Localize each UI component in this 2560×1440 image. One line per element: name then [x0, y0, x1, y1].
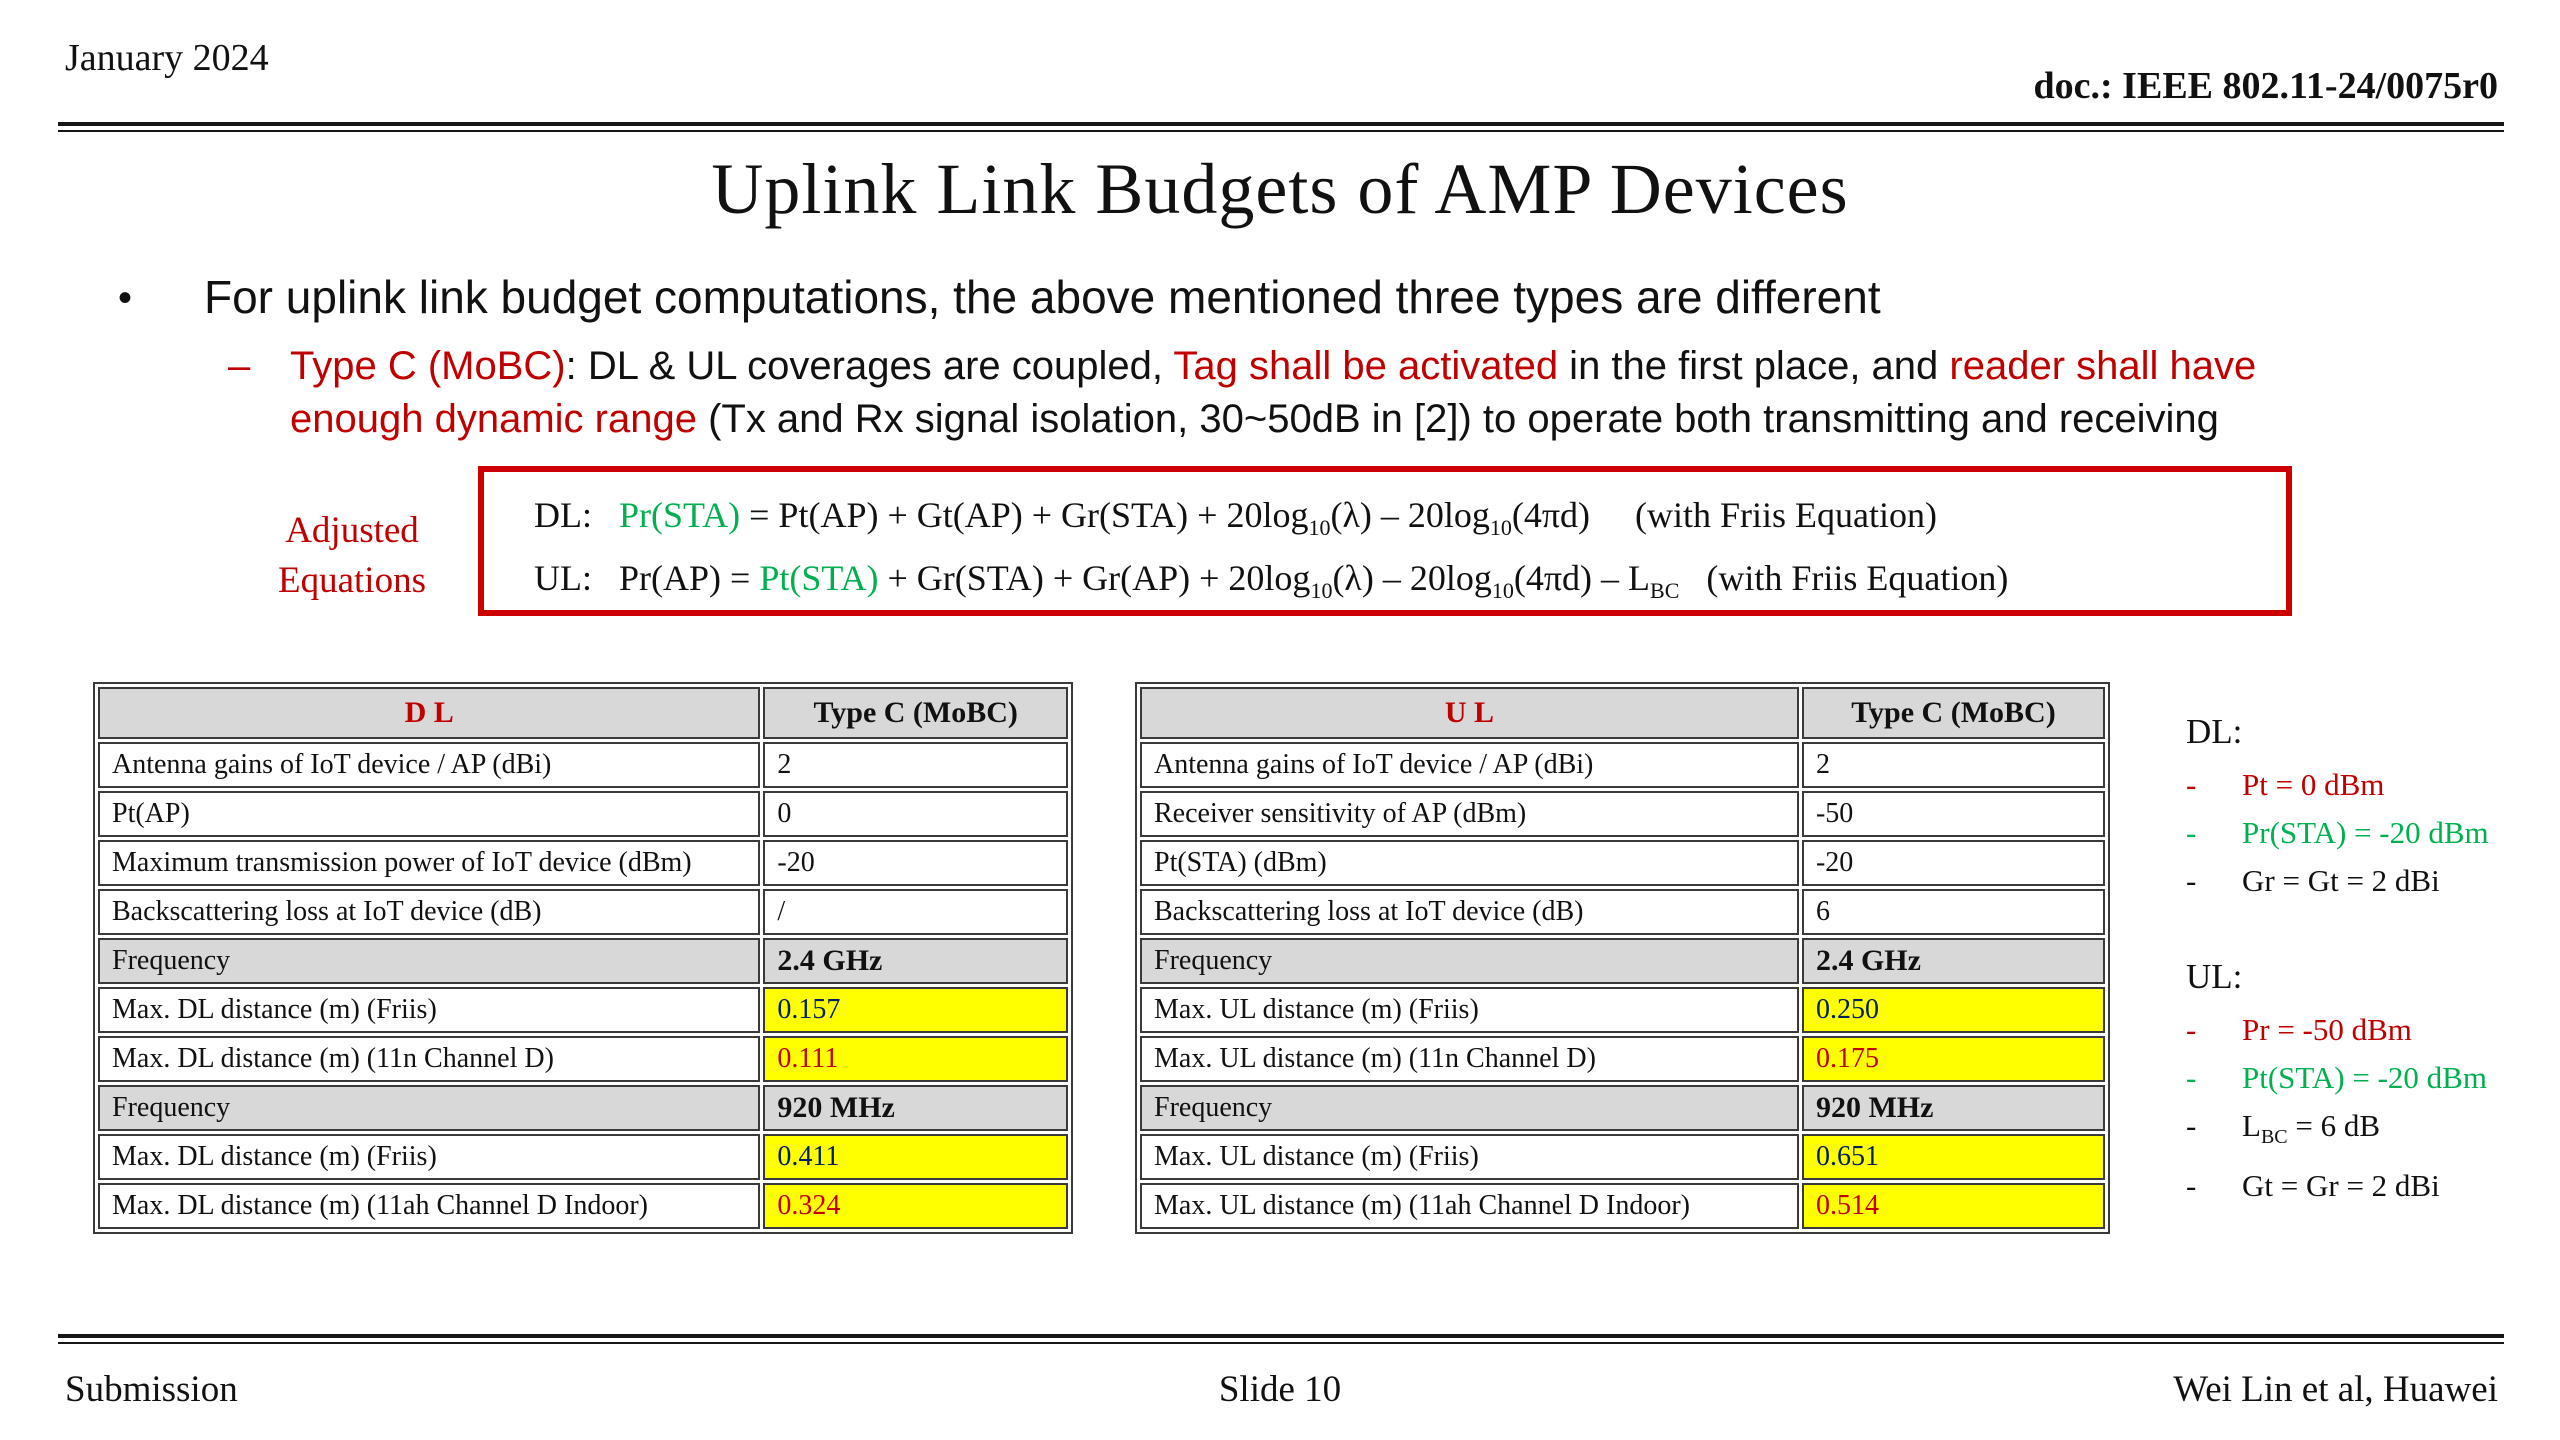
- column-header: U L: [1140, 687, 1799, 739]
- table-row: [1140, 742, 2105, 788]
- row-value: 0.111: [763, 1036, 1068, 1082]
- notes-dl-heading: DL:: [2186, 712, 2243, 751]
- text-segment: Pt(STA) = -20 dBm: [2242, 1060, 2487, 1095]
- text-segment: Tag shall be activated: [1173, 344, 1559, 388]
- header-rule: [58, 122, 2504, 132]
- row-label: Backscattering loss at IoT device (dB): [98, 889, 760, 935]
- table-row: [1140, 938, 2105, 984]
- text-segment: (Tx and Rx signal isolation, 30~50dB in [2]) to operate both transmitting and receiving: [696, 397, 2219, 441]
- table-row: [1140, 987, 2105, 1033]
- text-segment: Type C (MoBC): [290, 344, 566, 388]
- row-value: 0.157: [763, 987, 1068, 1033]
- row-label: Receiver sensitivity of AP (dBm): [1140, 791, 1799, 837]
- text-segment: DL:: [534, 495, 619, 535]
- text-segment: = 6 dB: [2287, 1108, 2381, 1143]
- table-row: [98, 791, 1068, 837]
- equation-dl: [534, 484, 2278, 547]
- header-date: January 2024: [65, 37, 269, 79]
- row-value: 6: [1802, 889, 2105, 935]
- row-value: 2: [1802, 742, 2105, 788]
- text-segment: enough dynamic range: [290, 397, 697, 441]
- row-label: Max. UL distance (m) (11ah Channel D Indoor): [1140, 1183, 1799, 1229]
- note-item: [2186, 814, 2558, 851]
- column-header: Type C (MoBC): [1802, 687, 2105, 739]
- text-segment: Pt = 0 dBm: [2242, 767, 2385, 802]
- bullet-main: [118, 270, 1881, 324]
- text-segment: 10: [1308, 515, 1331, 541]
- text-segment: (with Friis Equation): [1679, 558, 2009, 598]
- row-label: Max. DL distance (m) (Friis): [98, 987, 760, 1033]
- bullet-sub-text: [290, 340, 2460, 446]
- column-header: D L: [98, 687, 760, 739]
- dash-icon: -: [2186, 1060, 2197, 1095]
- bullet-sub: [228, 340, 2460, 446]
- footer-rule: [58, 1334, 2504, 1344]
- row-label: Frequency: [98, 938, 760, 984]
- column-header: Type C (MoBC): [763, 687, 1068, 739]
- table-header-row: [1140, 687, 2105, 739]
- row-label: Max. DL distance (m) (Friis): [98, 1134, 760, 1180]
- dash-icon: -: [2186, 767, 2197, 802]
- table-row: [98, 938, 1068, 984]
- row-value: 0.175: [1802, 1036, 2105, 1082]
- row-label: Antenna gains of IoT device / AP (dBi): [1140, 742, 1799, 788]
- row-label: Pt(AP): [98, 791, 760, 837]
- table-row: [98, 1036, 1068, 1082]
- note-item: [2186, 1107, 2558, 1156]
- text-segment: 10: [1310, 578, 1333, 604]
- table-row: [98, 889, 1068, 935]
- note-text: [2242, 1107, 2380, 1156]
- dash-icon: –: [228, 344, 251, 388]
- text-segment: = Pt(AP) + Gt(AP) + Gr(STA) + 20log: [740, 495, 1309, 535]
- row-value: 2.4 GHz: [1802, 938, 2105, 984]
- ul-table: [1135, 682, 2110, 1234]
- row-label: Frequency: [1140, 938, 1799, 984]
- text-segment: Pr(STA): [619, 495, 741, 535]
- dash-icon: -: [2186, 1108, 2197, 1143]
- row-value: 0.411: [763, 1134, 1068, 1180]
- table-row: [1140, 1183, 2105, 1229]
- text-segment: (4πd) (with Friis Equation): [1511, 495, 1938, 535]
- text-segment: Gr = Gt = 2 dBi: [2242, 863, 2440, 898]
- notes-ul-heading: UL:: [2186, 957, 2243, 996]
- row-value: 0.324: [763, 1183, 1068, 1229]
- row-value: 0.514: [1802, 1183, 2105, 1229]
- text-segment: (λ) – 20log: [1330, 495, 1490, 535]
- row-value: 920 MHz: [1802, 1085, 2105, 1131]
- row-value: 0: [763, 791, 1068, 837]
- equation-ul: [534, 547, 2278, 610]
- row-label: Max. UL distance (m) (Friis): [1140, 987, 1799, 1033]
- text-segment: 10: [1491, 578, 1514, 604]
- text-segment: Pr = -50 dBm: [2242, 1012, 2412, 1047]
- table-row: [98, 1183, 1068, 1229]
- row-label: Antenna gains of IoT device / AP (dBi): [98, 742, 760, 788]
- equations-box: [478, 466, 2292, 616]
- footer-slide-number: Slide 10: [1218, 1369, 1342, 1410]
- text-segment: L: [2242, 1108, 2261, 1143]
- note-text: [2242, 1167, 2440, 1204]
- text-segment: Pt(STA): [759, 558, 879, 598]
- note-item: [2186, 766, 2558, 803]
- text-segment: 10: [1489, 515, 1512, 541]
- text-segment: Gt = Gr = 2 dBi: [2242, 1168, 2440, 1204]
- row-label: Max. UL distance (m) (11n Channel D): [1140, 1036, 1799, 1082]
- row-label: Max. DL distance (m) (11n Channel D): [98, 1036, 760, 1082]
- table-row: [98, 742, 1068, 788]
- text-segment: (λ) – 20log: [1332, 558, 1492, 598]
- text-segment: Pr(STA) = -20 dBm: [2242, 815, 2489, 850]
- note-item: [2186, 1059, 2558, 1096]
- row-label: Backscattering loss at IoT device (dB): [1140, 889, 1799, 935]
- header-doc-number: doc.: IEEE 802.11-24/0075r0: [2033, 65, 2498, 107]
- row-value: /: [763, 889, 1068, 935]
- table-row: [1140, 889, 2105, 935]
- table-row: [1140, 1085, 2105, 1131]
- note-text: [2242, 862, 2440, 899]
- note-text: [2242, 814, 2489, 851]
- dash-icon: -: [2186, 1168, 2197, 1204]
- table-row: [1140, 840, 2105, 886]
- bullet-icon: •: [118, 276, 133, 320]
- text-segment: (4πd) – L: [1513, 558, 1651, 598]
- row-value: 2.4 GHz: [763, 938, 1068, 984]
- notes-panel: [2186, 712, 2558, 1215]
- footer-authors: Wei Lin et al, Huawei: [2173, 1369, 2498, 1410]
- dash-icon: -: [2186, 863, 2197, 898]
- table-row: [1140, 1036, 2105, 1082]
- text-segment: in the first place, and: [1558, 344, 1950, 388]
- text-segment: UL: Pr(AP) =: [534, 558, 760, 598]
- row-value: 0.250: [1802, 987, 2105, 1033]
- table-row: [1140, 791, 2105, 837]
- dl-table: [93, 682, 1073, 1234]
- notes-dl-list: [2186, 766, 2558, 899]
- text-segment: : DL & UL coverages are coupled,: [565, 344, 1174, 388]
- text-segment: reader shall have: [1949, 344, 2257, 388]
- table-row: [98, 840, 1068, 886]
- table-row: [98, 1134, 1068, 1180]
- row-label: Max. UL distance (m) (Friis): [1140, 1134, 1799, 1180]
- notes-ul-list: [2186, 1011, 2558, 1204]
- footer-submission: Submission: [65, 1369, 238, 1410]
- row-value: -50: [1802, 791, 2105, 837]
- text-segment: BC: [1650, 578, 1680, 604]
- row-value: -20: [763, 840, 1068, 886]
- table-row: [98, 1085, 1068, 1131]
- note-text: [2242, 1059, 2487, 1096]
- row-value: 2: [763, 742, 1068, 788]
- dash-icon: -: [2186, 815, 2197, 850]
- row-value: -20: [1802, 840, 2105, 886]
- bullet-main-text: For uplink link budget computations, the above mentioned three types are different: [204, 271, 1881, 323]
- text-segment: BC: [2260, 1126, 2288, 1149]
- row-label: Frequency: [98, 1085, 760, 1131]
- note-text: [2242, 1011, 2412, 1048]
- page-title: Uplink Link Budgets of AMP Devices: [711, 149, 1849, 229]
- note-text: [2242, 766, 2384, 803]
- row-label: Frequency: [1140, 1085, 1799, 1131]
- row-label: Max. DL distance (m) (11ah Channel D Indoor): [98, 1183, 760, 1229]
- row-value: 0.651: [1802, 1134, 2105, 1180]
- table-row: [98, 987, 1068, 1033]
- note-item: [2186, 1167, 2558, 1204]
- row-label: Pt(STA) (dBm): [1140, 840, 1799, 886]
- dash-icon: -: [2186, 1012, 2197, 1047]
- note-item: [2186, 862, 2558, 899]
- table-row: [1140, 1134, 2105, 1180]
- row-value: 920 MHz: [763, 1085, 1068, 1131]
- equations-label: Adjusted Equations: [278, 510, 426, 601]
- table-header-row: [98, 687, 1068, 739]
- row-label: Maximum transmission power of IoT device (dBm): [98, 840, 760, 886]
- note-item: [2186, 1011, 2558, 1048]
- text-segment: + Gr(STA) + Gr(AP) + 20log: [878, 558, 1311, 598]
